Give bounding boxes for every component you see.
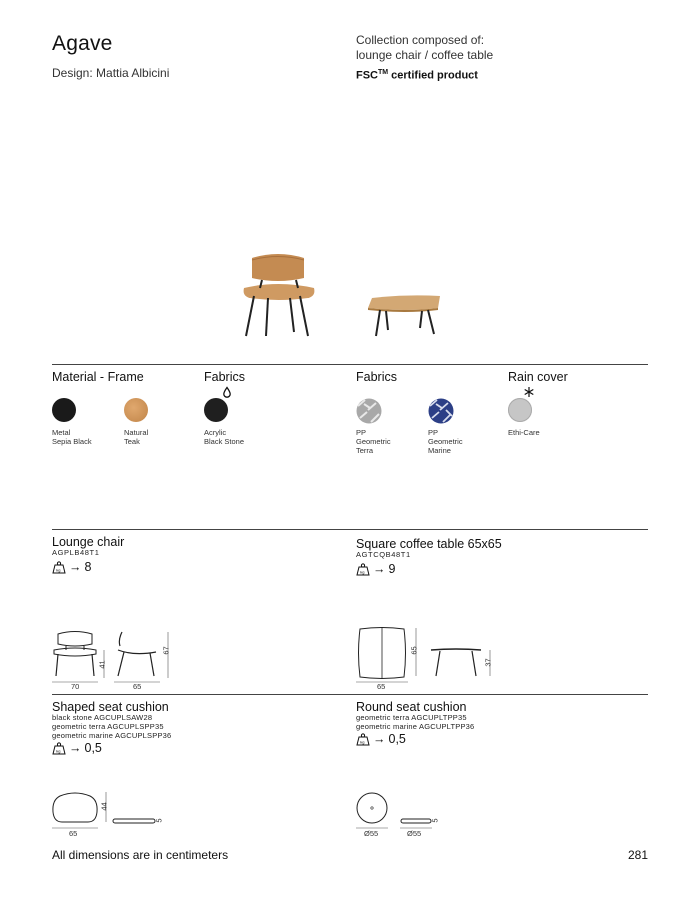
page-title: Agave [52, 32, 113, 55]
product-name-lounge-chair: Lounge chair [52, 535, 125, 549]
kg-scale-icon [52, 561, 66, 574]
footer-note: All dimensions are in centimeters [52, 848, 229, 862]
weight-value: 9 [388, 562, 396, 576]
product-codes-round-cushion [356, 713, 474, 731]
dim-chair-width: 70 [71, 682, 80, 691]
fsc-suffix: certified product [388, 69, 478, 82]
svg-text:kg: kg [56, 748, 61, 753]
page-number: 281 [628, 848, 649, 862]
coffee-table-top-drawing [356, 627, 408, 679]
divider-cushions [52, 694, 648, 695]
dim-round-diameter-top: Ø55 [364, 829, 379, 838]
label-pp-geometric-marine: PP Geometric Marine [428, 428, 463, 455]
swatch-pp-geometric-terra [356, 398, 382, 424]
round-cushion-side-drawing [400, 818, 432, 824]
kg-scale-icon [356, 563, 370, 576]
dim-chair-depth: 65 [133, 682, 142, 691]
product-name-shaped-cushion: Shaped seat cushion [52, 700, 169, 714]
dim-chair-seat-height: 41 [97, 660, 107, 669]
label-metal-sepia-black: Metal Sepia Black [52, 428, 92, 446]
swatch-metal-sepia-black [52, 398, 76, 422]
divider-products [52, 529, 648, 530]
divider-materials [52, 364, 648, 365]
weight-value: 0,5 [388, 732, 406, 746]
weight-arrow: → [69, 560, 82, 574]
kg-scale-icon [356, 733, 370, 746]
svg-text:kg: kg [360, 569, 365, 574]
lounge-chair-front-drawing [52, 630, 98, 678]
dim-round-thickness: 5 [430, 818, 440, 823]
shaped-cushion-top-drawing [52, 792, 98, 824]
product-code-lounge-chair: AGPLB48T1 [52, 548, 100, 557]
weight-round-cushion [356, 732, 406, 746]
collection-line-1: Collection composed of: [356, 33, 485, 47]
dim-table-height: 37 [483, 658, 493, 667]
code-line: geometric terra AGCUPLSPP35 [52, 722, 164, 731]
dim-table-depth: 65 [409, 646, 419, 655]
product-name-round-cushion: Round seat cushion [356, 700, 467, 714]
shaped-cushion-side-drawing [112, 818, 156, 824]
weight-arrow: → [373, 732, 386, 746]
code-line: geometric marine AGCUPLSPP36 [52, 731, 172, 740]
round-cushion-top-drawing [356, 792, 388, 824]
heading-fabrics-acrylic: Fabrics [204, 370, 245, 384]
fsc-tm: TM [378, 69, 389, 76]
snowflake-icon [524, 387, 534, 397]
heading-fabrics-pp: Fabrics [356, 370, 397, 384]
fsc-prefix: FSC [356, 69, 378, 82]
dim-shaped-thickness: 5 [154, 818, 164, 823]
weight-value: 8 [84, 560, 92, 574]
weight-coffee-table [356, 562, 395, 576]
collection-info [356, 33, 493, 63]
dim-chair-height: 67 [161, 646, 171, 655]
collection-line-2: lounge chair / coffee table [356, 48, 494, 62]
code-line: geometric terra AGCUPLTPP35 [356, 713, 467, 722]
heading-material-frame: Material - Frame [52, 370, 144, 384]
label-natural-teak: Natural Teak [124, 428, 149, 446]
svg-text:kg: kg [56, 567, 61, 572]
weight-arrow: → [373, 562, 386, 576]
label-pp-geometric-terra: PP Geometric Terra [356, 428, 391, 455]
heading-rain-cover: Rain cover [508, 370, 568, 384]
product-name-coffee-table: Square coffee table 65x65 [356, 537, 502, 551]
swatch-ethi-care [508, 398, 532, 422]
dim-round-diameter-side: Ø55 [407, 829, 422, 838]
lounge-chair-photo [238, 252, 322, 340]
kg-scale-icon [52, 742, 66, 755]
label-ethi-care: Ethi-Care [508, 428, 540, 437]
swatch-pp-geometric-marine [428, 398, 454, 424]
designer-credit: Design: Mattia Albicini [52, 66, 170, 80]
dim-shaped-depth: 44 [99, 802, 109, 811]
weight-lounge-chair [52, 560, 91, 574]
weight-shaped-cushion [52, 741, 102, 755]
coffee-table-side-drawing [430, 648, 482, 678]
lounge-chair-side-drawing [114, 630, 158, 678]
fsc-badge [356, 69, 478, 82]
code-line: black stone AGCUPLSAW28 [52, 713, 153, 722]
weight-arrow: → [69, 741, 82, 755]
svg-text:kg: kg [360, 739, 365, 744]
dim-line-chair-height [166, 632, 170, 680]
swatch-natural-teak [124, 398, 148, 422]
dim-table-width: 65 [377, 682, 386, 691]
product-codes-shaped-cushion [52, 713, 171, 740]
coffee-table-photo [366, 292, 446, 338]
code-line: geometric marine AGCUPLTPP36 [356, 722, 475, 731]
swatch-acrylic-black-stone [204, 398, 228, 422]
water-drop-icon [223, 387, 231, 398]
product-code-coffee-table: AGTCQB48T1 [356, 550, 411, 559]
dim-shaped-width: 65 [69, 829, 78, 838]
label-acrylic-black-stone: Acrylic Black Stone [204, 428, 245, 446]
weight-value: 0,5 [84, 741, 102, 755]
